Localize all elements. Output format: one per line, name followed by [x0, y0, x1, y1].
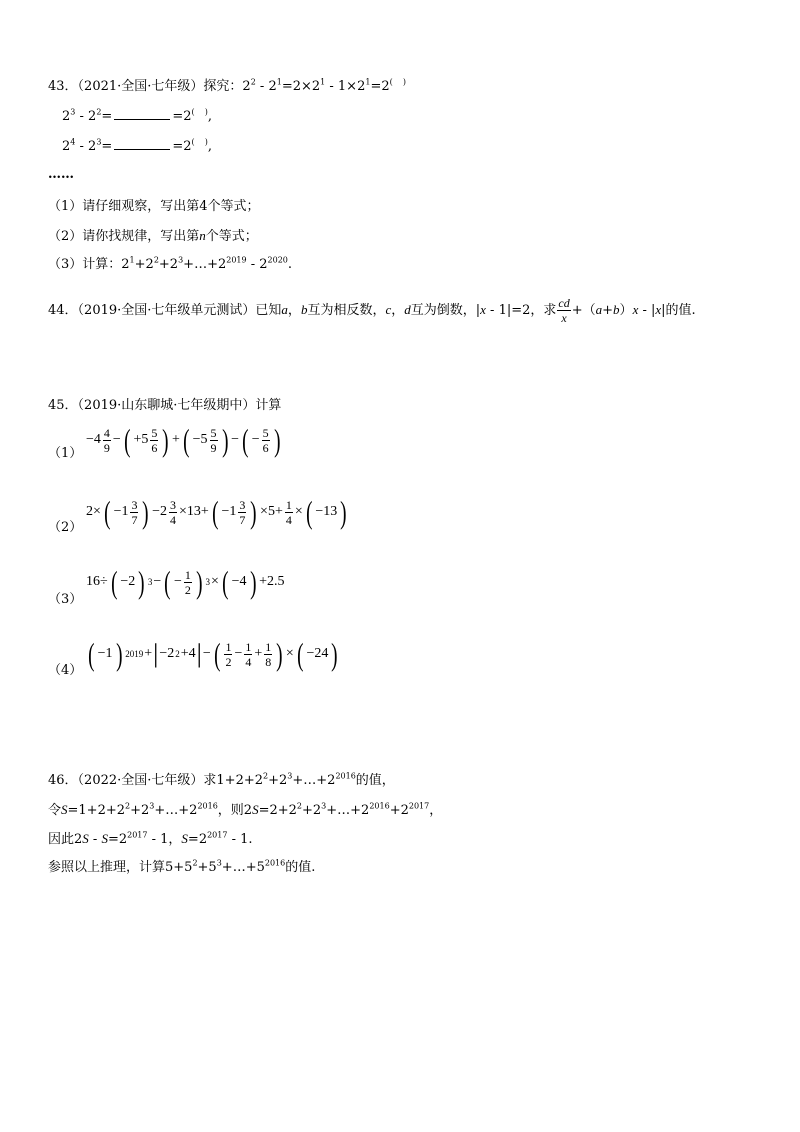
q45-expr-4: ( −1 ) 2019 + | −2 2 +4 | − ( $\frac{1}{2}$ − $\frac{1}{4}$ + $\frac{1}{8}$ ) × ( −24 ) [88, 636, 338, 672]
answer-blank[interactable] [114, 108, 170, 120]
q44-line: 44．（2019·全国·七年级单元测试）已知a，b互为相反数，c，d互为倒数，|x - 1|=2，求 $\frac{cd}{x}$ +（a+b）x - |x|的值. [48, 296, 696, 325]
q43-part3: （3）计算：$2^1+2^2+2^3+\dots+2^{2019} - 2^{2020}$. [48, 255, 293, 272]
q45-label-1: （1） [48, 446, 83, 461]
q45-header [48, 397, 281, 415]
q45-label-3: （3） [48, 592, 83, 607]
q43-part2: （2）请你找规律，写出第n个等式； [48, 228, 258, 244]
q44-source: （2019·全国·七年级单元测试） [77, 303, 256, 318]
q45-label-4: （4） [48, 663, 83, 678]
q46-line2: 令$S=1+2+2^2+2^3+\dots+2^{2016}$，则$2S=2+2^2+2^3+\dots+2^{2016}+2^{2017}$， [48, 801, 443, 818]
q43-part1: （1）请仔细观察，写出第4个等式； [48, 199, 260, 214]
q46-line1: 46．（2022·全国·七年级）求$1+2+2^2+2^3+\dots+2^{2016}$的值， [48, 771, 395, 788]
q46-number: 46． [48, 773, 78, 788]
q45-lead: 计算 [255, 398, 282, 413]
q43-ellipsis: …… [48, 167, 74, 182]
q43-lead: 探究： [203, 79, 243, 94]
q45-number: 45． [48, 398, 78, 413]
q45-source: （2019·山东聊城·七年级期中） [77, 398, 256, 413]
q46-line3: 因此$2S - S=2^{2017} - 1$，$S=2^{2017} - 1$. [48, 830, 253, 847]
q46-line4: 参照以上推理，计算$5+5^2+5^3+\dots+5^{2016}$的值. [48, 858, 316, 875]
q45-expr-1: −4 $\frac{4}{9}$ − ( +5 $\frac{5}{6}$ ) + ( −5 $\frac{5}{9}$ ) − ( − $\frac{5}{6}$ ) [86, 422, 281, 458]
answer-blank[interactable] [114, 138, 170, 150]
q44-number: 44． [48, 303, 78, 318]
q45-expr-3: 16÷ ( −2 ) 3 − ( − $\frac{1}{2}$ ) 3 × ( −4 ) +2.5 [86, 564, 285, 600]
q44-fraction: $\frac{cd}{x}$ [558, 296, 570, 325]
q43-number: 43． [48, 79, 78, 94]
q46-source: （2022·全国·七年级） [77, 773, 204, 788]
q43-header [48, 78, 406, 96]
q45-label-2: （2） [48, 520, 83, 535]
q45-expr-2: 2× ( −1 $\frac{3}{7}$ ) −2 $\frac{3}{4}$ ×13+ ( −1 $\frac{3}{7}$ ) ×5+ $\frac{1}{4}$ × ( −13 ) [86, 494, 347, 530]
q43-row2: $2^4 - 2^3= =2^{( )}$, [62, 137, 213, 154]
q43-source: （2021·全国·七年级） [77, 79, 204, 94]
q43-row1: $2^3 - 2^2= =2^{( )}$, [62, 107, 213, 124]
q43-given: $2^2 - 2^1=2\times 2^1 - 1\times 2^1=2^{( )}$ [242, 77, 407, 94]
